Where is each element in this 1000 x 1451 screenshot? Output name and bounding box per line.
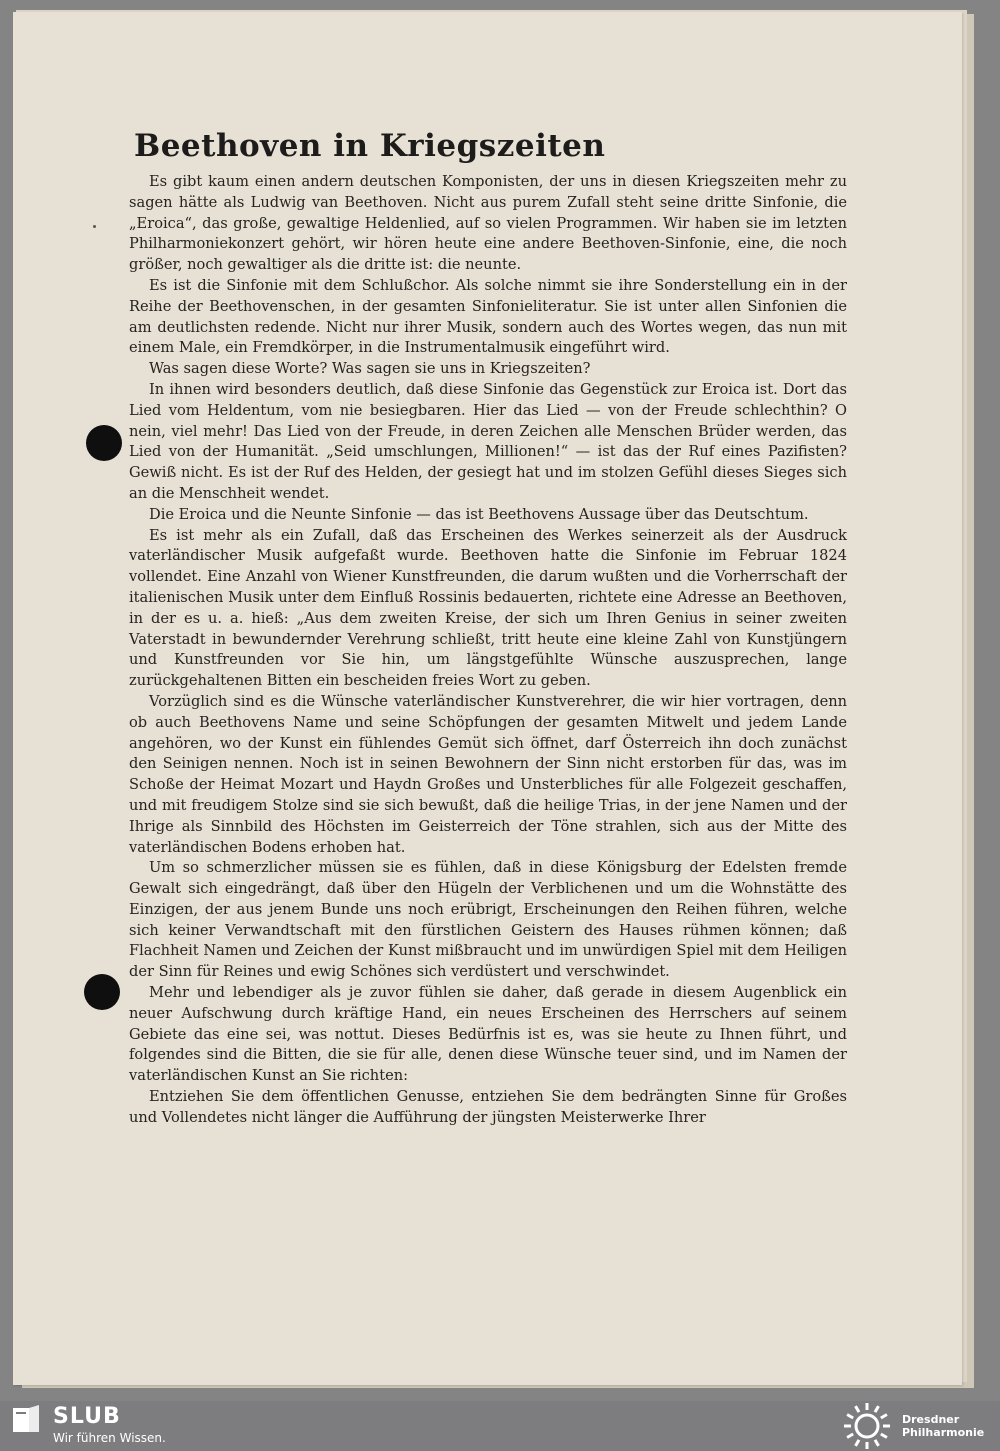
paper-speck [93,225,96,228]
paragraph: Was sagen diese Worte? Was sagen sie uns in Kriegszeiten? [149,360,591,378]
library-name: SLUB [53,1404,121,1429]
paragraph: In ihnen wird besonders deutlich, daß diese Sinfonie das Gegenstück zur Eroica ist. Dort das Lied vom Heldentum, vom nie besiegbaren. Hier das Lied — von der Freude schlechthin? O nein, viel mehr! Das Lied von der Freude, in deren Zeichen alle Menschen Brüder werden, das Lied von der Humanität. „Seid umschlungen, Millionen!“ — ist das der Ruf eines Pazifisten? Gewiß nicht. Es ist der Ruf des Helden, der gesiegt hat und im stolzen Gefühl dieses Sieges sich an die Menschheit wendet. [129,380,847,502]
paragraph: Es ist die Sinfonie mit dem Schlußchor. Als solche nimmt sie ihre Sonderstellung ein in der Reihe der Beethovenschen, in der gesamten Sinfonieliteratur. Sie ist unter allen Sinfonien die am deutlichsten redende. Nicht nur ihrer Musik, sondern auch des Wortes wegen, das nun mit einem Male, ein Fremdkörper, in die Instrumentalmusik eingeführt wird. [129,276,847,357]
document-page [13,12,962,1385]
partner-name-line1: Dresdner [902,1413,960,1426]
slub-logo-icon [12,1405,40,1435]
library-tagline: Wir führen Wissen. [53,1431,166,1445]
paragraph: Entziehen Sie dem öffentlichen Genusse, entziehen Sie dem bedrängten Sinne für Großes und Vollendetes nicht länger die Aufführung der jüngsten Meisterwerke Ihrer [129,1088,847,1126]
punch-hole [86,425,122,461]
document-body [129,172,847,1129]
punch-hole [84,974,120,1010]
paragraph: Um so schmerzlicher müssen sie es fühlen, daß in diese Königsburg der Edelsten fremde Gewalt sich eingedrängt, daß über den Hügeln der Verblichenen und um die Wohnstätte des Einzigen, der aus jenem Bunde uns noch erübrigt, Erscheinungen den Reihen führen, welche sich keiner Verwandtschaft mit den fürstlichen Geistern des Hauses rühmen können; daß Flachheit Namen und Zeichen der Kunst mißbraucht und im unwürdigen Spiel mit dem Heiligen der Sinn für Reines und ewig Schönes sich verdüstert und verschwindet. [129,859,847,981]
paragraph: Mehr und lebendiger als je zuvor fühlen sie daher, daß gerade in diesem Augenblick ein neuer Aufschwung durch kräftige Hand, ein neues Erscheinen des Herrschers auf seinem Gebiete das eine sei, was nottut. Dieses Bedürfnis ist es, was sie heute zu Ihnen führt, und folgendes sind die Bitten, die sie für alle, denen diese Wünsche teuer sind, und im Namen der vaterländischen Kunst an Sie richten: [129,984,847,1085]
footer-bar [0,1401,1000,1451]
dresdner-philharmonie-logo-icon [842,1402,892,1450]
paragraph: Vorzüglich sind es die Wünsche vaterländischer Kunstverehrer, die wir hier vortragen, denn ob auch Beethovens Name und seine Schöpfungen der gesamten Mitwelt und jedem Lande angehören, wo der Kunst ein fühlendes Gemüt sich öffnet, darf Österreich ihn doch zunächst den Seinigen nennen. Noch ist in seinen Bewohnern der Sinn nicht erstorben für das, was im Schoße der Heimat Mozart und Haydn Großes und Unsterbliches für alle Folgezeit geschaffen, und mit freudigem Stolze sind sie sich bewußt, daß die heilige Trias, in der jene Namen und der Ihrige als Sinnbild des Höchsten im Geisterreich der Töne strahlen, sich aus der Mitte des vaterländischen Bodens erhoben hat. [129,692,847,856]
partner-name [902,1413,998,1439]
paragraph: Es gibt kaum einen andern deutschen Komponisten, der uns in diesen Kriegszeiten mehr zu sagen hätte als Ludwig van Beethoven. Nicht aus purem Zufall steht seine dritte Sinfonie, die „Eroica“, das große, gewaltige Heldenlied, auf so vielen Programmen. Wir haben sie im letzten Philharmoniekonzert gehört, wir hören heute eine andere Beethoven-Sinfonie, eine, die noch größer, noch gewaltiger als die dritte ist: die neunte. [129,173,847,274]
paragraph: Es ist mehr als ein Zufall, daß das Erscheinen des Werkes seinerzeit als der Ausdruck vaterländischer Musik aufgefaßt wurde. Beethoven hatte die Sinfonie im Februar 1824 vollendet. Eine Anzahl von Wiener Kunstfreunden, die darum wußten und die Vorherrschaft der italienischen Musik unter dem Einfluß Rossinis bedauerten, richtete eine Adresse an Beethoven, in der es u. a. hieß: „Aus dem zweiten Kreise, der sich um Ihren Genius in seiner zweiten Vaterstadt in bewundernder Verehrung schließt, tritt heute eine kleine Zahl von Kunstjüngern und Kunstfreunden vor Sie hin, um längstgefühlte Wünsche auszusprechen, lange zurückgehaltenen Bitten ein bescheiden freies Wort zu geben. [129,526,847,690]
document-title: Beethoven in Kriegszeiten [134,128,606,164]
partner-name-line2: Philharmonie [902,1426,985,1439]
paragraph: Die Eroica und die Neunte Sinfonie — das ist Beethovens Aussage über das Deutschtum. [149,505,809,523]
